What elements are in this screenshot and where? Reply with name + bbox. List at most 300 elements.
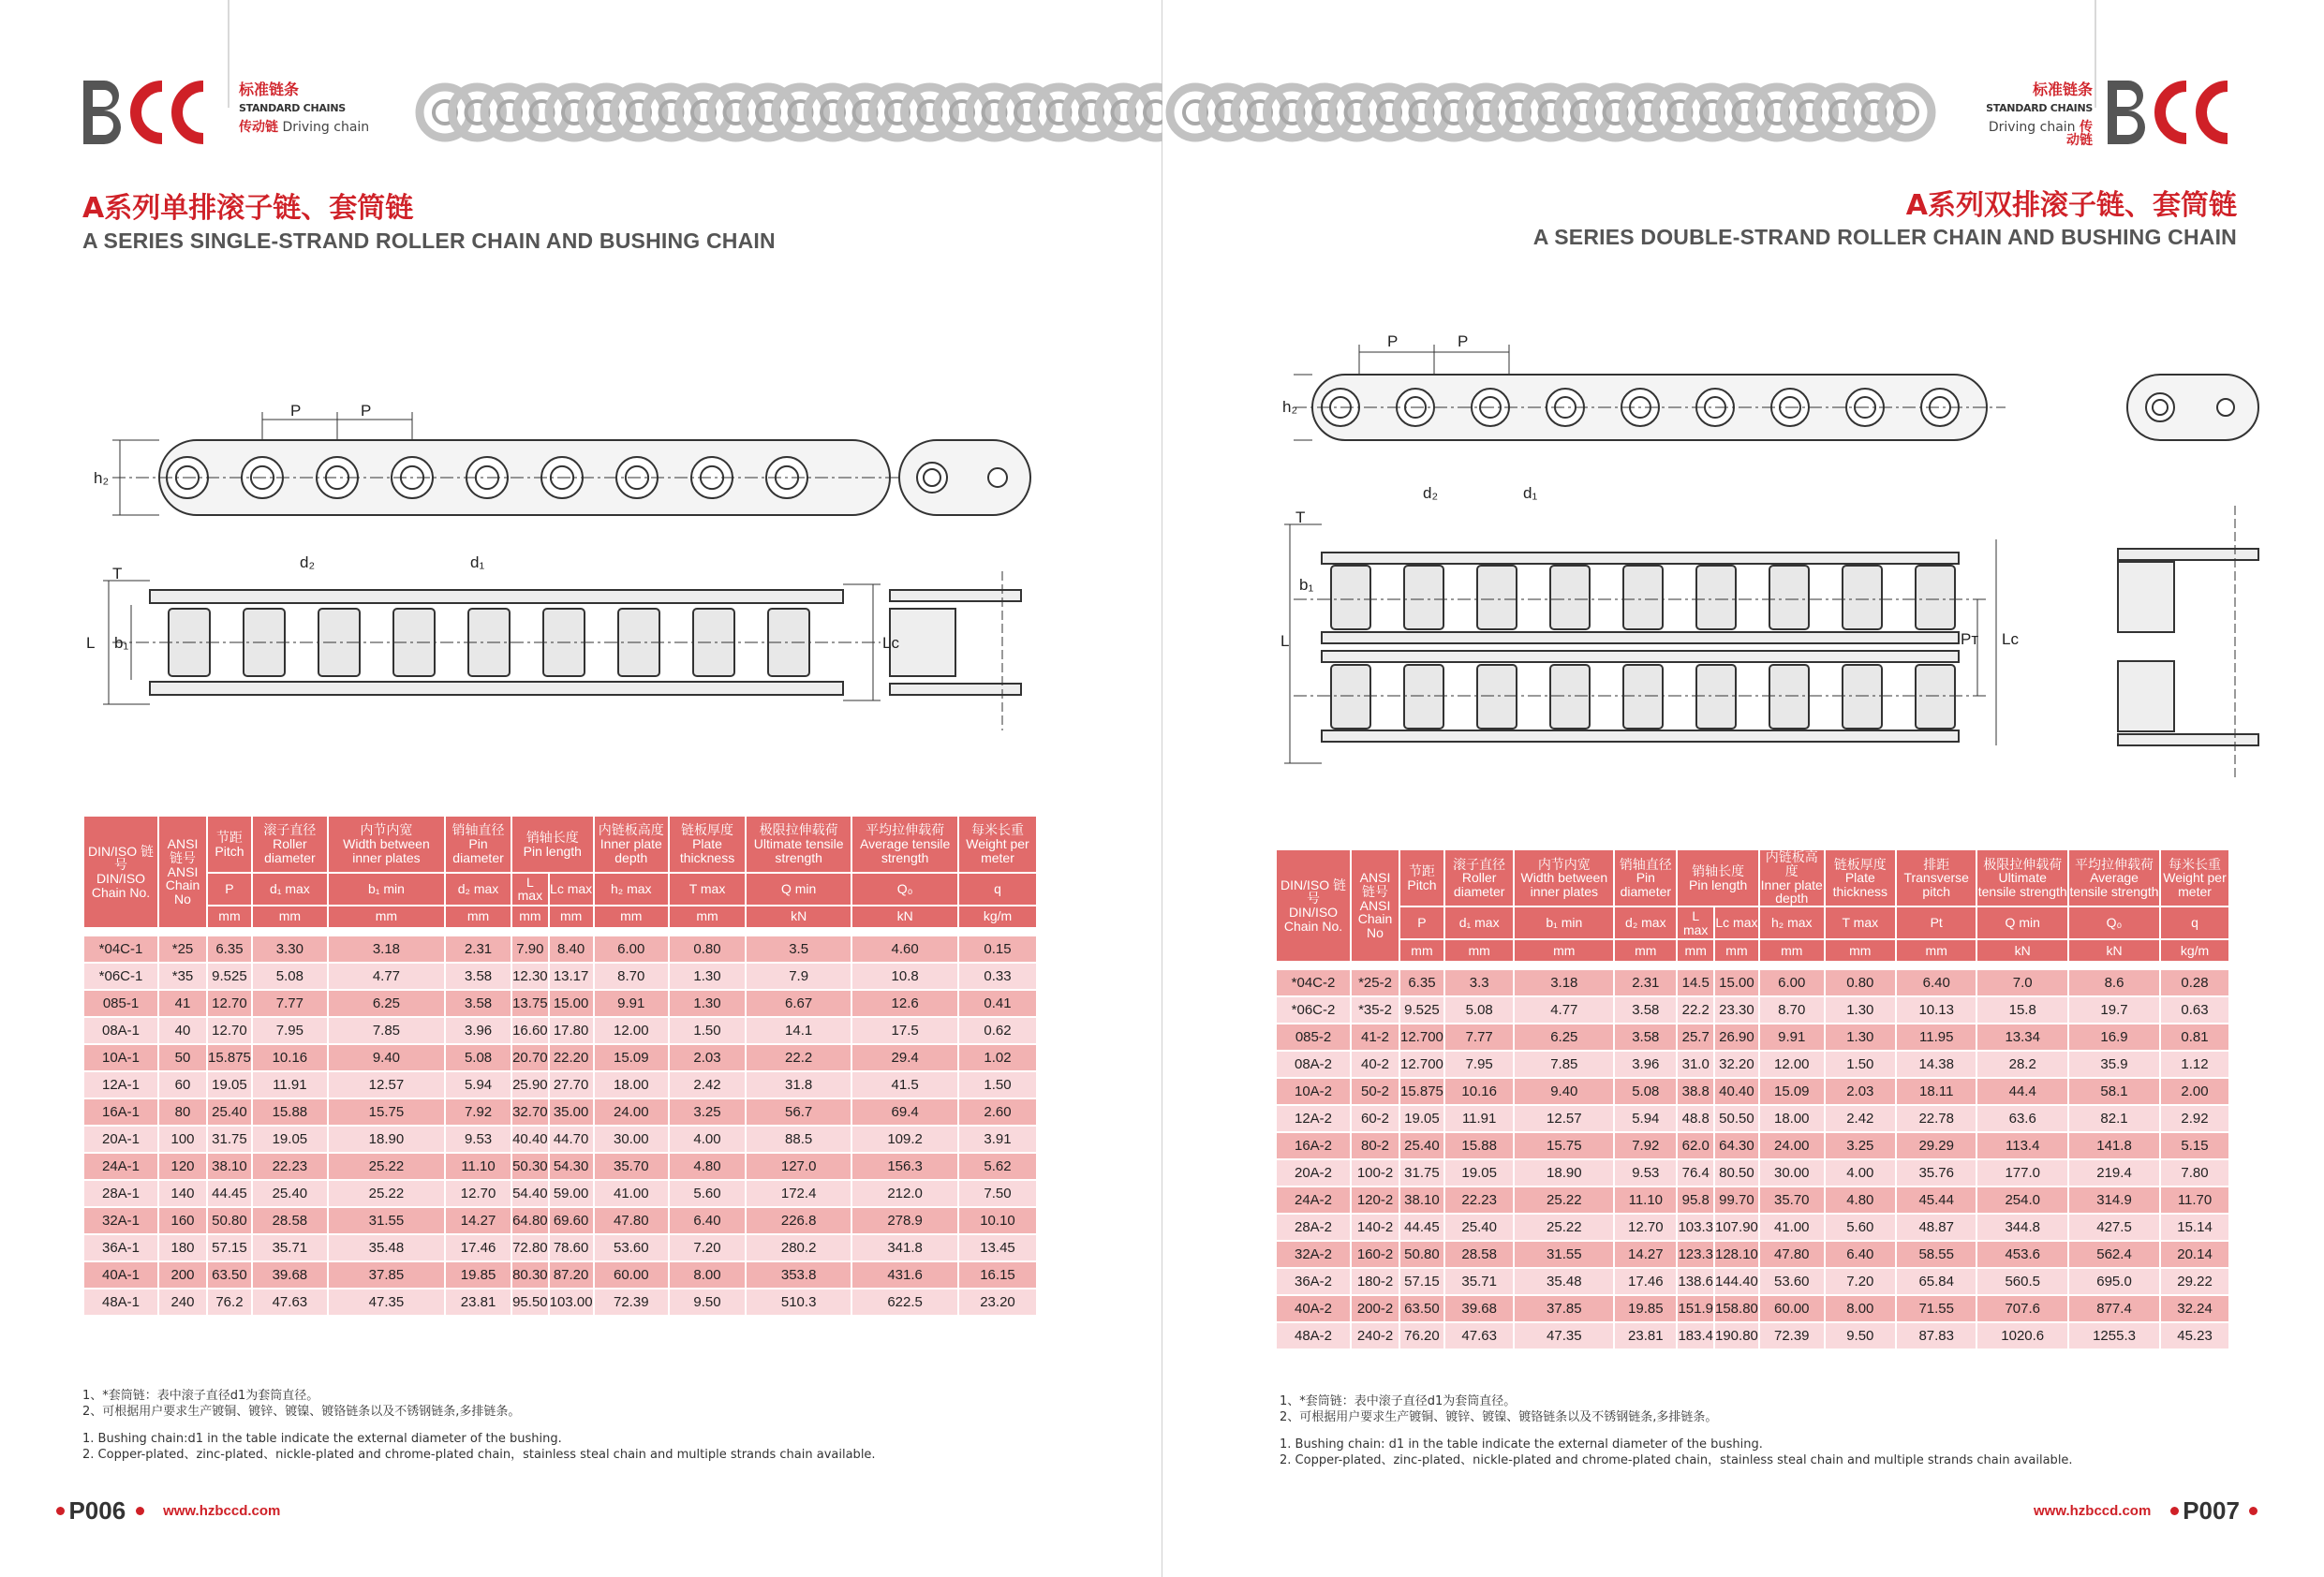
sym-width: b₁ min: [1515, 907, 1613, 937]
table-cell: 17.5: [852, 1018, 957, 1043]
dim-label-b1: b₁: [1299, 576, 1314, 594]
unit-mm: mm: [512, 906, 548, 927]
dim-label-b1: b₁: [114, 634, 129, 652]
table-cell: 8.70: [595, 964, 668, 989]
table-cell: 13.17: [550, 964, 593, 989]
table-cell: 37.85: [1515, 1296, 1613, 1321]
page-number: P007: [2183, 1496, 2240, 1525]
table-cell: 9.91: [1760, 1024, 1824, 1050]
table-cell: 560.5: [1977, 1269, 2067, 1294]
table-cell: *06C-2: [1277, 997, 1350, 1023]
header-pin-cn: 销轴直径: [451, 822, 505, 838]
table-cell: 180-2: [1352, 1269, 1399, 1294]
table-cell: *35: [159, 964, 206, 989]
table-cell: 17.46: [446, 1235, 511, 1260]
table-cell: 95.8: [1678, 1187, 1713, 1213]
header-din-en: DIN/ISO Chain No.: [1283, 905, 1343, 934]
table-cell: 20.14: [2161, 1242, 2228, 1267]
col-header-pitch: [208, 817, 251, 872]
note-en-2: 2. Copper-plated、zinc-plated、nickle-plated and chrome-plated chain，stainless steal chain and multiple strands chain available.: [1280, 1453, 2073, 1467]
table-cell: 29.22: [2161, 1269, 2228, 1294]
sym-avg: Q₀: [852, 874, 957, 905]
table-cell: 60-2: [1352, 1106, 1399, 1131]
chain-roller-icon: [1696, 566, 1736, 629]
unit-kN: kN: [2069, 940, 2159, 961]
table-cell: 16.15: [959, 1262, 1036, 1288]
table-cell: 22.23: [253, 1154, 327, 1179]
table-cell: 12.70: [446, 1181, 511, 1206]
table-cell: 40.40: [512, 1127, 548, 1152]
header-roller-en: Roller diameter: [264, 836, 316, 865]
col-header-ult: [747, 817, 851, 872]
table-cell: 6.00: [1760, 970, 1824, 995]
header-pitch-cn: 节距: [1408, 863, 1435, 878]
table-cell: 453.6: [1977, 1242, 2067, 1267]
chain-roller-icon: [1550, 665, 1590, 729]
table-cell: 8.70: [1760, 997, 1824, 1023]
col-header-din: [84, 817, 157, 927]
table-cell: 0.80: [670, 936, 745, 962]
table-cell: 3.58: [446, 991, 511, 1016]
table-cell: 27.70: [550, 1072, 593, 1098]
brand-block: [239, 82, 369, 134]
table-cell: 160: [159, 1208, 206, 1233]
table-row: [1277, 1106, 2228, 1131]
table-cell: 5.62: [959, 1154, 1036, 1179]
col-header-depth: [1760, 850, 1824, 906]
table-cell: 44.70: [550, 1127, 593, 1152]
table-cell: 431.6: [852, 1262, 957, 1288]
table-cell: 14.38: [1897, 1052, 1976, 1077]
unit-mm: mm: [595, 906, 668, 927]
table-cell: 109.2: [852, 1127, 957, 1152]
table-cell: 60: [159, 1072, 206, 1098]
dim-label-p1: P: [1387, 332, 1399, 350]
table-cell: 2.31: [1615, 970, 1676, 995]
table-cell: 45.23: [2161, 1323, 2228, 1349]
table-cell: 341.8: [852, 1235, 957, 1260]
table-cell: 15.875: [1400, 1079, 1443, 1104]
table-cell: 87.20: [550, 1262, 593, 1288]
left-notes: [82, 1388, 876, 1463]
table-row: [1277, 1269, 2228, 1294]
table-cell: 2.60: [959, 1099, 1036, 1125]
table-cell: 31.55: [1515, 1242, 1613, 1267]
table-cell: 72.39: [595, 1290, 668, 1315]
table-cell: 15.8: [1977, 997, 2067, 1023]
table-cell: 1.30: [1826, 1024, 1895, 1050]
table-cell: 58.55: [1897, 1242, 1976, 1267]
table-cell: 9.50: [1826, 1323, 1895, 1349]
brand-cn-title: 标准链条: [239, 81, 300, 98]
table-cell: 12.30: [512, 964, 548, 989]
sym-avg: Q₀: [2069, 907, 2159, 937]
table-cell: 62.0: [1678, 1133, 1713, 1158]
brand-en-title: STANDARD CHAINS: [1986, 102, 2093, 114]
table-cell: 39.68: [253, 1262, 327, 1288]
table-row: [84, 1181, 1036, 1206]
table-cell: 30.00: [595, 1127, 668, 1152]
website-link[interactable]: www.hzbccd.com: [163, 1503, 281, 1519]
table-cell: 38.8: [1678, 1079, 1713, 1104]
table-cell: 47.63: [1445, 1323, 1514, 1349]
table-cell: 9.40: [1515, 1079, 1613, 1104]
unit-mm: mm: [1715, 940, 1758, 961]
table-cell: 120-2: [1352, 1187, 1399, 1213]
right-footer: [2034, 1496, 2257, 1525]
right-page: [1162, 0, 2324, 1577]
table-cell: 72.80: [512, 1235, 548, 1260]
table-cell: 45.44: [1897, 1187, 1976, 1213]
table-cell: 23.81: [446, 1290, 511, 1315]
table-cell: 10A-2: [1277, 1079, 1350, 1104]
table-cell: 8.40: [550, 936, 593, 962]
table-cell: 7.95: [1445, 1052, 1514, 1077]
table-cell: 10.10: [959, 1208, 1036, 1233]
table-row: [84, 1154, 1036, 1179]
table-row: [1277, 1215, 2228, 1240]
table-cell: *25-2: [1352, 970, 1399, 995]
unit-mm: mm: [1897, 940, 1976, 961]
table-cell: 69.4: [852, 1099, 957, 1125]
table-cell: 0.15: [959, 936, 1036, 962]
table-cell: 60.00: [595, 1262, 668, 1288]
table-cell: 37.85: [329, 1262, 444, 1288]
table-cell: 7.95: [253, 1018, 327, 1043]
table-cell: 32A-1: [84, 1208, 157, 1233]
top-divider-line: [2095, 0, 2096, 108]
table-cell: 47.35: [329, 1290, 444, 1315]
header-ult-en: Ultimate tensile strength: [753, 836, 844, 865]
brand-block: [1976, 82, 2093, 147]
website-link[interactable]: www.hzbccd.com: [2034, 1503, 2152, 1519]
table-cell: 15.88: [253, 1099, 327, 1125]
table-cell: 9.50: [670, 1290, 745, 1315]
table-cell: 7.92: [446, 1099, 511, 1125]
table-cell: 64.80: [512, 1208, 548, 1233]
chain-roller-icon: [1623, 665, 1663, 729]
col-header-avg: [852, 817, 957, 872]
table-cell: 127.0: [747, 1154, 851, 1179]
col-header-trans: [1897, 850, 1976, 906]
table-cell: 35.48: [329, 1235, 444, 1260]
table-cell: 180: [159, 1235, 206, 1260]
table-cell: 28A-2: [1277, 1215, 1350, 1240]
table-cell: 35.70: [1760, 1187, 1824, 1213]
col-header-thick: [670, 817, 745, 872]
col-header-width: [1515, 850, 1613, 906]
sym-pitch: P: [1400, 907, 1443, 937]
table-cell: 4.00: [670, 1127, 745, 1152]
table-cell: 314.9: [2069, 1187, 2159, 1213]
table-cell: 25.40: [253, 1181, 327, 1206]
table-cell: 280.2: [747, 1235, 851, 1260]
table-row: [84, 1262, 1036, 1288]
note-en-1: 1. Bushing chain: d1 in the table indicate the external diameter of the bushing.: [1280, 1437, 1763, 1452]
table-cell: 0.81: [2161, 1024, 2228, 1050]
table-cell: 12.57: [1515, 1106, 1613, 1131]
table-cell: 54.30: [550, 1154, 593, 1179]
table-cell: 22.2: [1678, 997, 1713, 1023]
table-cell: 53.60: [595, 1235, 668, 1260]
table-cell: 1.50: [670, 1018, 745, 1043]
table-cell: 25.7: [1678, 1024, 1713, 1050]
chain-roller-icon: [1916, 665, 1955, 729]
table-cell: 31.75: [1400, 1160, 1443, 1186]
table-row: [84, 1127, 1036, 1152]
note-en-2: 2. Copper-plated、zinc-plated、nickle-plated and chrome-plated chain，stainless steal chain and multiple strands chain available.: [82, 1448, 876, 1462]
col-header-pitch: [1400, 850, 1443, 906]
unit-kgm: kg/m: [2161, 940, 2228, 961]
table-cell: 140: [159, 1181, 206, 1206]
sym-pitch: P: [208, 874, 251, 905]
table-cell: 6.67: [747, 991, 851, 1016]
col-header-pin: [1615, 850, 1676, 906]
table-row: [84, 964, 1036, 989]
table-cell: 88.5: [747, 1127, 851, 1152]
table-cell: 28.58: [1445, 1242, 1514, 1267]
table-cell: 3.25: [1826, 1133, 1895, 1158]
table-row: [84, 1072, 1036, 1098]
table-cell: 7.85: [329, 1018, 444, 1043]
table-cell: 1.30: [670, 991, 745, 1016]
brand-sub-en: Driving chain: [1988, 120, 2076, 135]
header-weight-cn: 每米长重: [971, 822, 1024, 838]
table-cell: 17.80: [550, 1018, 593, 1043]
table-cell: 32A-2: [1277, 1242, 1350, 1267]
table-cell: 7.77: [253, 991, 327, 1016]
double-strand-spec-table: [1275, 848, 2230, 1350]
table-cell: 12.57: [329, 1072, 444, 1098]
table-cell: 2.92: [2161, 1106, 2228, 1131]
table-cell: 20A-1: [84, 1127, 157, 1152]
table-cell: 128.10: [1715, 1242, 1758, 1267]
table-cell: 7.9: [747, 964, 851, 989]
table-cell: 2.42: [670, 1072, 745, 1098]
table-cell: 5.08: [446, 1045, 511, 1070]
unit-mm: mm: [1678, 940, 1713, 961]
table-cell: 35.9: [2069, 1052, 2159, 1077]
table-cell: 76.4: [1678, 1160, 1713, 1186]
table-cell: 4.77: [329, 964, 444, 989]
table-cell: 200: [159, 1262, 206, 1288]
table-cell: 12.6: [852, 991, 957, 1016]
header-width-en: Width between inner plates: [1520, 870, 1608, 900]
table-row: [84, 1208, 1036, 1233]
chain-roller-icon: [1623, 566, 1663, 629]
table-cell: 25.40: [1400, 1133, 1443, 1158]
table-cell: 35.71: [253, 1235, 327, 1260]
col-header-ansi: [1352, 850, 1399, 961]
table-cell: 65.84: [1897, 1269, 1976, 1294]
table-cell: 44.4: [1977, 1079, 2067, 1104]
table-cell: 5.94: [446, 1072, 511, 1098]
table-cell: 31.8: [747, 1072, 851, 1098]
sym-pin: d₂ max: [1615, 907, 1676, 937]
table-cell: 28A-1: [84, 1181, 157, 1206]
table-cell: 113.4: [1977, 1133, 2067, 1158]
header-depth-en: Inner plate depth: [600, 836, 662, 865]
table-cell: 31.0: [1678, 1052, 1713, 1077]
table-row: [84, 936, 1036, 962]
table-cell: 12.70: [208, 1018, 251, 1043]
table-cell: 11.10: [1615, 1187, 1676, 1213]
sym-pin: d₂ max: [446, 874, 511, 905]
table-cell: 200-2: [1352, 1296, 1399, 1321]
table-cell: 50.80: [1400, 1242, 1443, 1267]
header-pitch-en: Pitch: [215, 843, 244, 859]
table-cell: 3.96: [1615, 1052, 1676, 1077]
table-cell: 63.6: [1977, 1106, 2067, 1131]
col-header-width: [329, 817, 444, 872]
table-cell: 29.29: [1897, 1133, 1976, 1158]
table-cell: 48.87: [1897, 1215, 1976, 1240]
top-divider-line: [228, 0, 229, 108]
double-strand-chain-drawing: [1280, 318, 2277, 777]
table-cell: 11.91: [253, 1072, 327, 1098]
header-thick-cn: 链板厚度: [1833, 856, 1887, 872]
chain-roller-icon: [1916, 566, 1955, 629]
col-header-ansi: [159, 817, 206, 927]
table-cell: 44.45: [208, 1181, 251, 1206]
table-cell: 6.40: [1826, 1242, 1895, 1267]
table-cell: 19.05: [253, 1127, 327, 1152]
dim-label-d2: d₂: [1423, 484, 1439, 502]
table-cell: 7.20: [670, 1235, 745, 1260]
header-ansi-cn: ANSI 链号: [1359, 870, 1391, 899]
table-cell: 6.00: [595, 936, 668, 962]
table-cell: 212.0: [852, 1181, 957, 1206]
table-cell: 41.00: [595, 1181, 668, 1206]
table-cell: 29.4: [852, 1045, 957, 1070]
table-cell: 107.90: [1715, 1215, 1758, 1240]
sym-Lc: Lc max: [1715, 907, 1758, 937]
table-cell: 4.77: [1515, 997, 1613, 1023]
table-cell: 5.94: [1615, 1106, 1676, 1131]
table-cell: 141.8: [2069, 1133, 2159, 1158]
table-cell: 8.6: [2069, 970, 2159, 995]
dim-label-h2: h₂: [94, 469, 110, 487]
table-cell: 0.63: [2161, 997, 2228, 1023]
dim-label-p2: P: [1458, 332, 1469, 350]
unit-mm: mm: [208, 906, 251, 927]
unit-mm: mm: [1515, 940, 1613, 961]
table-cell: 40A-1: [84, 1262, 157, 1288]
table-cell: 78.60: [550, 1235, 593, 1260]
table-cell: 14.27: [1615, 1242, 1676, 1267]
chain-ring-strip: [1162, 80, 1912, 145]
table-cell: 15.00: [550, 991, 593, 1016]
table-cell: 240: [159, 1290, 206, 1315]
header-weight-cn: 每米长重: [2169, 856, 2222, 872]
table-cell: 87.83: [1897, 1323, 1976, 1349]
bullet-icon: [2170, 1507, 2179, 1515]
table-cell: 0.62: [959, 1018, 1036, 1043]
table-cell: 32.70: [512, 1099, 548, 1125]
header-avg-en: Average tensile strength: [860, 836, 951, 865]
table-cell: 1255.3: [2069, 1323, 2159, 1349]
left-title-cn: A系列单排滚子链、套筒链: [82, 192, 414, 225]
dim-label-h2: h₂: [1282, 398, 1298, 416]
table-row: [1277, 997, 2228, 1023]
table-cell: 0.80: [1826, 970, 1895, 995]
table-cell: 80-2: [1352, 1133, 1399, 1158]
dim-label-lc: Lc: [2002, 630, 2019, 648]
table-cell: 41-2: [1352, 1024, 1399, 1050]
sym-Lc: Lc max: [550, 874, 593, 905]
table-cell: 7.80: [2161, 1160, 2228, 1186]
table-cell: 22.2: [747, 1045, 851, 1070]
chain-roller-icon: [1331, 665, 1370, 729]
col-header-roller: [1445, 850, 1514, 906]
sym-depth: h₂ max: [1760, 907, 1824, 937]
table-cell: 22.78: [1897, 1106, 1976, 1131]
table-cell: 64.30: [1715, 1133, 1758, 1158]
table-cell: 3.5: [747, 936, 851, 962]
table-cell: 18.00: [1760, 1106, 1824, 1131]
col-header-avg: [2069, 850, 2159, 906]
table-cell: 80.30: [512, 1262, 548, 1288]
table-cell: 100: [159, 1127, 206, 1152]
table-cell: 58.1: [2069, 1079, 2159, 1104]
table-cell: 3.96: [446, 1018, 511, 1043]
table-cell: 1.50: [1826, 1052, 1895, 1077]
table-cell: 3.18: [329, 936, 444, 962]
dim-label-t: T: [112, 565, 123, 582]
table-cell: 562.4: [2069, 1242, 2159, 1267]
header-width-cn: 内节内宽: [1537, 856, 1591, 872]
header-avg-cn: 平均拉伸载荷: [866, 822, 945, 838]
brand-cn-title: 标准链条: [2032, 81, 2093, 98]
table-row: [1277, 1024, 2228, 1050]
table-cell: 100-2: [1352, 1160, 1399, 1186]
table-cell: *04C-1: [84, 936, 157, 962]
table-cell: 103.3: [1678, 1215, 1713, 1240]
table-cell: 32.24: [2161, 1296, 2228, 1321]
note-cn-2: 2、可根据用户要求生产镀铜、镀锌、镀镍、镀铬链条以及不锈钢链条,多排链条。: [1280, 1410, 1718, 1424]
table-cell: 24.00: [595, 1099, 668, 1125]
unit-kN: kN: [852, 906, 957, 927]
dim-label-l: L: [86, 634, 96, 652]
table-cell: 76.20: [1400, 1323, 1443, 1349]
brand-sub-cn: 传动链: [239, 120, 278, 135]
header-width-cn: 内节内宽: [360, 822, 413, 838]
header-avg-cn: 平均拉伸载荷: [2075, 856, 2154, 872]
table-row: [1277, 1133, 2228, 1158]
table-cell: 25.40: [208, 1099, 251, 1125]
table-cell: *35-2: [1352, 997, 1399, 1023]
table-cell: 19.05: [1445, 1160, 1514, 1186]
col-header-weight: [959, 817, 1036, 872]
table-cell: 183.4: [1678, 1323, 1713, 1349]
table-cell: 24A-1: [84, 1154, 157, 1179]
table-cell: 22.20: [550, 1045, 593, 1070]
table-row: [84, 1290, 1036, 1315]
header-pin-en: Pin diameter: [452, 836, 504, 865]
table-cell: 3.30: [253, 936, 327, 962]
table-cell: 085-2: [1277, 1024, 1350, 1050]
right-title-cn: A系列双排滚子链、套筒链: [1905, 189, 2237, 222]
table-cell: 99.70: [1715, 1187, 1758, 1213]
table-cell: 50.30: [512, 1154, 548, 1179]
table-cell: 6.40: [670, 1208, 745, 1233]
table-cell: 0.28: [2161, 970, 2228, 995]
unit-mm: mm: [670, 906, 745, 927]
table-cell: 18.90: [1515, 1160, 1613, 1186]
table-cell: 1.12: [2161, 1052, 2228, 1077]
table-cell: 12.00: [1760, 1052, 1824, 1077]
table-cell: 1.50: [959, 1072, 1036, 1098]
